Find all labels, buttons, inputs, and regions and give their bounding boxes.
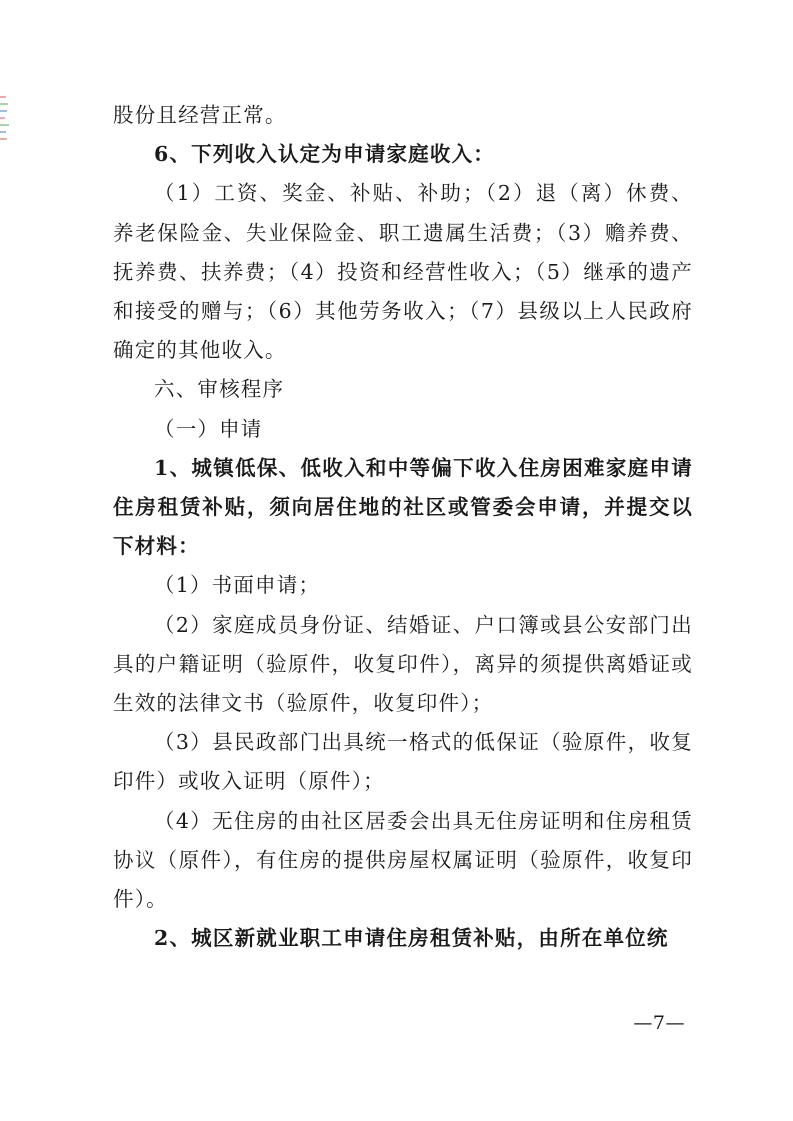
scan-mark bbox=[0, 103, 8, 105]
scan-artifact-marks bbox=[0, 96, 10, 176]
scan-mark bbox=[0, 96, 6, 98]
paragraph-continuation: 股份且经营正常。 bbox=[113, 103, 287, 127]
list-item-material-2: （2）家庭成员身份证、结婚证、户口簿或县公安部门出具的户籍证明（验原件，收复印件），离异的须提供离婚证或生效的法律文书（验原件，收复印件）； bbox=[113, 612, 693, 716]
scan-mark bbox=[0, 138, 7, 140]
paragraph-income-list: （1）工资、奖金、补贴、补助；（2）退（离）休费、养老保险金、失业保险金、职工遗属生活费；（3）赡养费、抚养费、扶养费；（4）投资和经营性收入；（5）继承的遗产和接受的赠与；（6）其他劳务收入；（7）县级以上人民政府确定的其他收入。 bbox=[113, 181, 693, 363]
paragraph-application-rule-2: 2、城区新就业职工申请住房租赁补贴，由所在单位统 bbox=[154, 926, 669, 951]
paragraph-income-heading: 6、下列收入认定为申请家庭收入： bbox=[154, 142, 495, 167]
paragraph-application-rule-1: 1、城镇低保、低收入和中等偏下收入住房困难家庭申请住房租赁补贴，须向居住地的社区或管委会申请，并提交以下材料： bbox=[113, 455, 693, 559]
list-item-material-1: （1）书面申请； bbox=[154, 573, 321, 598]
subsection-heading-application: （一）申请 bbox=[154, 416, 263, 441]
scan-mark bbox=[0, 124, 9, 126]
list-item-material-4: （4）无住房的由社区居委会出具无住房证明和住房租赁协议（原件），有住房的提供房屋权属证明（验原件，收复印件）。 bbox=[113, 808, 693, 912]
section-heading-review-procedure: 六、审核程序 bbox=[154, 377, 285, 402]
scan-mark bbox=[0, 131, 6, 133]
list-item-material-3: （3）县民政部门出具统一格式的低保证（验原件，收复印件）或收入证明（原件）； bbox=[113, 730, 693, 794]
scan-mark bbox=[0, 110, 7, 112]
body-text bbox=[113, 96, 693, 958]
scan-mark bbox=[0, 117, 5, 119]
page-number: —7— bbox=[633, 1012, 685, 1034]
